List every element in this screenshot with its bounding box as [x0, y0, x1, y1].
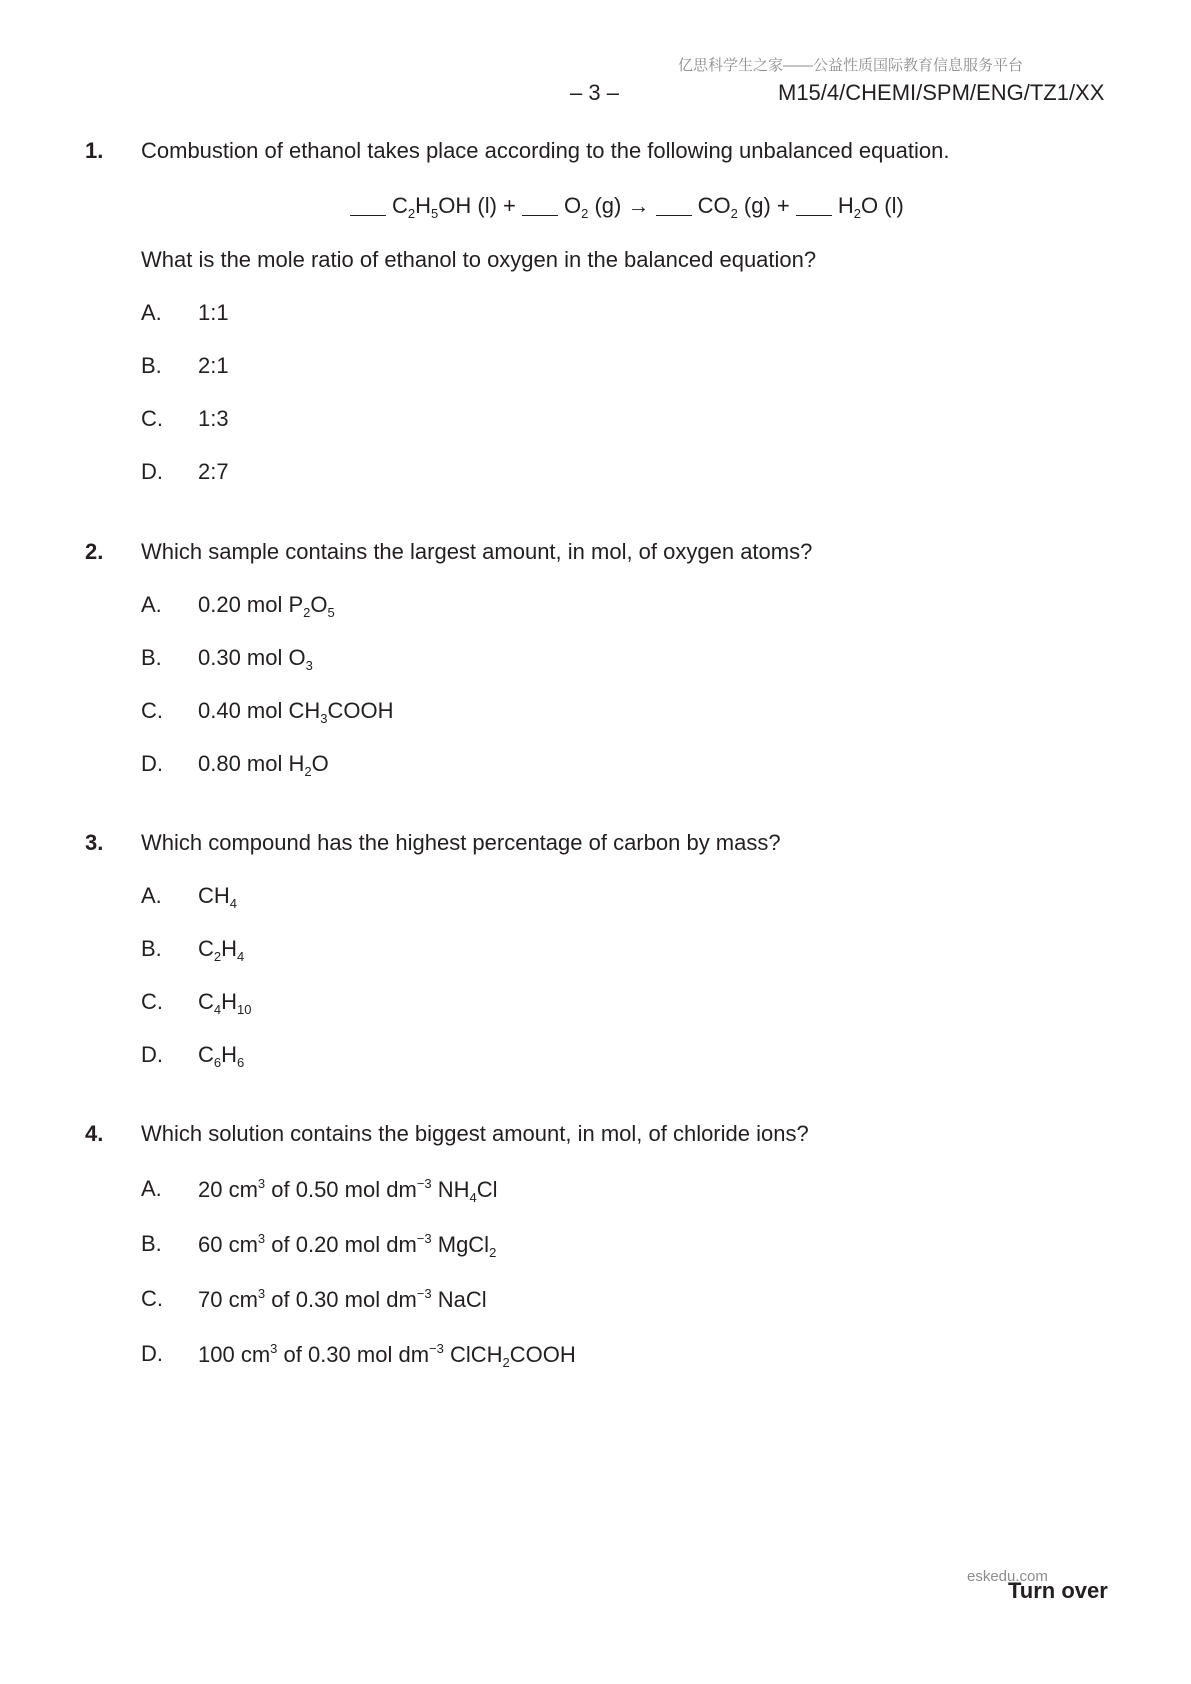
watermark-footer: eskedu.com — [967, 1568, 1048, 1585]
option-text: 60 $cm^3$ of 0.20 mol $dm^{-3}$ MgCl$_2$ — [198, 1231, 497, 1260]
page-number: – 3 – — [570, 80, 619, 105]
question-number: 4. — [85, 1121, 104, 1146]
option-letter: C. — [141, 698, 163, 723]
option-text: 20 $cm^3$ of 0.50 mol $dm^{-3}$ $NH_4Cl$ — [198, 1176, 498, 1205]
option-letter: D. — [141, 1042, 163, 1067]
option-letter: C. — [141, 989, 163, 1014]
option-text: $CH_4$ — [198, 883, 238, 911]
option-letter: D. — [141, 459, 163, 484]
option-text: 1:1 — [198, 300, 229, 325]
question-subtext: What is the mole ratio of ethanol to oxygen in the balanced equation? — [141, 247, 817, 272]
option-letter: A. — [141, 300, 162, 325]
question-text: Which solution contains the biggest amount, in mol, of chloride ions? — [141, 1121, 809, 1146]
watermark-top: 亿思科学生之家——公益性质国际教育信息服务平台 — [678, 57, 1024, 74]
option-text: 2:1 — [198, 353, 229, 378]
option-letter: B. — [141, 353, 162, 378]
question-number: 1. — [85, 138, 104, 163]
option-text: $C_6H_6$ — [198, 1042, 245, 1070]
option-letter: A. — [141, 592, 162, 617]
option-text: 1:3 — [198, 406, 229, 431]
option-letter: B. — [141, 645, 162, 670]
option-letter: D. — [141, 1341, 163, 1366]
option-letter: B. — [141, 1231, 162, 1256]
turn-over-label: Turn over — [1008, 1578, 1108, 1603]
question-text: Which sample contains the largest amount, in mol, of oxygen atoms? — [141, 539, 813, 564]
option-text: 2:7 — [198, 459, 229, 484]
option-letter: C. — [141, 1286, 163, 1311]
answer-blank — [656, 213, 692, 216]
answer-blank — [796, 213, 832, 216]
question-text: Which compound has the highest percentage of carbon by mass? — [141, 830, 781, 855]
option-text: 70 $cm^3$ of 0.30 mol $dm^{-3}$ NaCl — [198, 1286, 487, 1312]
paper-code: M15/4/CHEMI/SPM/ENG/TZ1/XX — [778, 80, 1105, 105]
option-text: $C_2H_4$ — [198, 936, 245, 964]
option-text: 0.20 mol $P_2O_5$ — [198, 592, 335, 620]
option-text: 100 $cm^3$ of 0.30 mol $dm^{-3}$ ClCH$_2$COOH — [198, 1341, 576, 1370]
option-text: 0.40 mol $CH_3COOH$ — [198, 698, 394, 726]
answer-blank — [350, 213, 386, 216]
option-text: 0.30 mol $O_3$ — [198, 645, 313, 673]
option-letter: C. — [141, 406, 163, 431]
option-text: $C_4H_{10}$ — [198, 989, 252, 1017]
answer-blank — [522, 213, 558, 216]
question-number: 2. — [85, 539, 104, 564]
option-letter: D. — [141, 751, 163, 776]
question-text: Combustion of ethanol takes place according to the following unbalanced equation. — [141, 138, 950, 163]
question-number: 3. — [85, 830, 104, 855]
chemical-equation: $C_2H_5OH$ $(l) + O_2$ $(g) \to CO_2$ $(g) + H_2O$ (l) — [350, 193, 904, 221]
option-text: 0.80 mol $H_2O$ — [198, 751, 329, 779]
option-letter: B. — [141, 936, 162, 961]
option-letter: A. — [141, 883, 162, 908]
option-letter: A. — [141, 1176, 162, 1201]
